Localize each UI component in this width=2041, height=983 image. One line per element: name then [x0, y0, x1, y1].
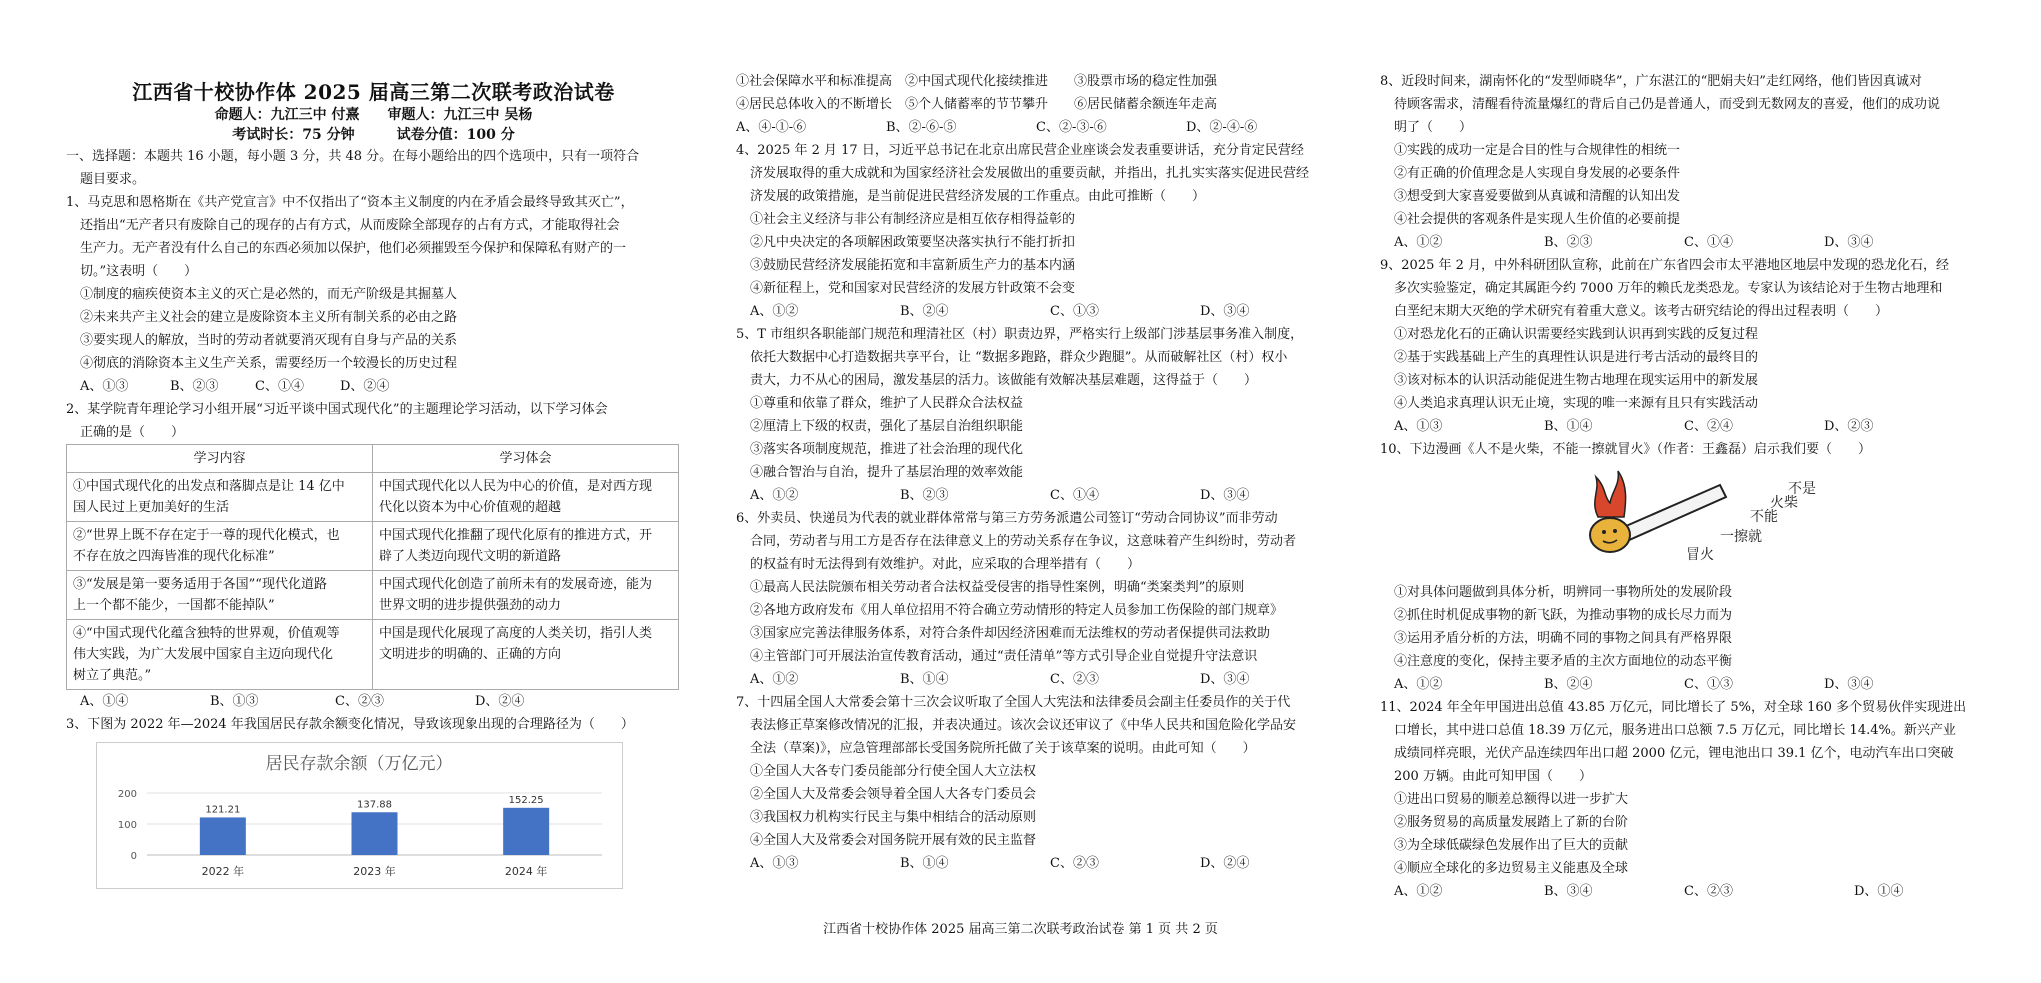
- choice-a: A、①②: [1394, 235, 1443, 250]
- cartoon-text: 火柴: [1770, 495, 1798, 511]
- answer-choices: [66, 690, 681, 713]
- option-item: ①对具体问题做到具体分析，明辨同一事物所处的发展阶段: [1394, 585, 1733, 600]
- choice-a: A、①②: [750, 304, 799, 319]
- choice-b: B、②④: [900, 304, 949, 319]
- option-item: ④居民总体收入的不断增长 ⑤个人储蓄率的节节攀升 ⑥居民储蓄余额连年走高: [736, 97, 1218, 112]
- data-label: 137.88: [357, 799, 392, 811]
- option-item: ②有正确的价值理念是人实现自身发展的必要条件: [1394, 166, 1681, 181]
- option-item: ③想受到大家喜爱要做到从真诚和清醒的认知出发: [1394, 189, 1681, 204]
- choice-a: A、①②: [750, 488, 799, 503]
- option-item: ③为全球低碳绿色发展作出了巨大的贡献: [1394, 838, 1629, 853]
- column-left: [66, 0, 681, 889]
- cartoon-text: 不能: [1750, 509, 1778, 525]
- option-item: ③鼓励民营经济发展能拓宽和丰富新质生产力的基本内涵: [750, 258, 1076, 273]
- option-item: ④融合智治与自治，提升了基层治理的效率效能: [750, 465, 1024, 480]
- choice-c: C、①③: [1684, 677, 1733, 692]
- choice-c: C、②③: [335, 694, 384, 709]
- choice-b: B、②④: [1544, 677, 1593, 692]
- option-item: ④彻底的消除资本主义生产关系，需要经历一个较漫长的历史过程: [80, 356, 458, 371]
- option-item: ③国家应完善法律服务体系，对符合条件却因经济困难而无法维权的劳动者保提供司法救助: [750, 626, 1271, 641]
- answer-choices: [736, 668, 1332, 691]
- option-item: ③运用矛盾分析的方法，明确不同的事物之间具有严格界限: [1394, 631, 1733, 646]
- bar: [352, 812, 398, 855]
- choice-c: C、①④: [1684, 235, 1733, 250]
- answer-choices: [736, 300, 1332, 323]
- option-item: ①实践的成功一定是合目的性与合规律性的相统一: [1394, 143, 1681, 158]
- answer-choices: [1380, 415, 1980, 438]
- choice-b: B、①④: [900, 672, 949, 687]
- choice-c: C、①③: [1050, 304, 1099, 319]
- choice-c: C、②③: [1050, 672, 1099, 687]
- option-item: ③要实现人的解放，当时的劳动者就要消灭现有自身与产品的关系: [80, 333, 458, 348]
- option-item: ③该对标本的认识活动能促进生物古地理在现实运用中的新发展: [1394, 373, 1759, 388]
- table-row: ④“中国式现代化蕴含独特的世界观，价值观等 伟大实践，为广大发展中国家自主迈向现代化 树立了典范。” 中国是现代化展现了高度的人类关切，指引人类 文明进步的明确的、正确的方向: [67, 620, 679, 690]
- choice-c: C、②③: [1050, 856, 1099, 871]
- question-6: 6、外卖员、快递员为代表的就业群体常常与第三方劳务派遣公司签订“劳动合同协议”而非劳动 合同，劳动者与用工方是否存在法律意义上的劳动关系存在争议，这意味着产生纠纷时，劳动者 的权益有时无法得到有效维护。对此，应采取的合理举措有（ ） ①最高人民法院颁布相关劳动者合法权益受侵害的指导性案例，明确“类案类判”的原则 ②各地方政府发布《用人单位招用不符合确立劳动情形的特定人员参加工伤保险的部门规章》 ③国家应完善法律服务体系，对符合条件却因经济困难而无法维权的劳动者保提供司法救助 ④主管部门可开展法治宣传教育活动，通过“责任清单”等方式引导企业自觉提升守法意识 A、①② B、①④ C、②③ D、③④: [736, 507, 1332, 691]
- choice-c: C、①④: [255, 379, 304, 394]
- match-cartoon-icon: [1570, 463, 1816, 578]
- option-item: ①社会保障水平和标准提高 ②中国式现代化接续推进 ③股票市场的稳定性加强: [736, 74, 1218, 89]
- option-item: ①对恐龙化石的正确认识需要经实践到认识再到实践的反复过程: [1394, 327, 1759, 342]
- question-3-items: [736, 70, 1332, 139]
- question-11: 11、2024 年全年甲国进出总值 43.85 万亿元，同比增长了 5%，对全球 160 多个贸易伙伴实现进出 口增长，其中进口总值 18.39 万亿元，服务进出口总额 7.5 万亿元，同比增长 14.4%。新兴产业 成绩同样亮眼，光伏产品连续四年出口超 2000 亿元，锂电池出口 39.1 亿个，电动汽车出口突破 200 万辆。由此可知甲国（ ） ①进出口贸易的顺差总额得以进一步扩大 ②服务贸易的高质量发展踏上了新的台阶 ③为全球低碳绿色发展作出了巨大的贡献 ④顺应全球化的多边贸易主义能惠及全球 A、①② B、③④ C、②③ D、①④: [1380, 696, 1980, 903]
- cartoon-text: 一擦就: [1720, 529, 1762, 545]
- table-header: 学习内容: [67, 445, 373, 473]
- choice-d: D、③④: [1200, 672, 1250, 687]
- option-item: ④全国人大及常委会对国务院开展有效的民主监督: [750, 833, 1037, 848]
- table-row: ②“世界上既不存在定于一尊的现代化模式，也 不存在放之四海皆准的现代化标准” 中国式现代化推翻了现代化原有的推进方式，开 辟了人类迈向现代文明的新道路: [67, 522, 679, 571]
- option-item: ①制度的痼疾使资本主义的灭亡是必然的，而无产阶级是其掘墓人: [80, 287, 458, 302]
- cartoon-text: 冒火: [1686, 547, 1714, 563]
- option-item: ③我国权力机构实行民主与集中相结合的活动原则: [750, 810, 1037, 825]
- choice-d: D、②④: [1200, 856, 1250, 871]
- page-footer: 江西省十校协作体 2025 届高三第二次联考政治试卷 第 1 页 共 2 页: [823, 922, 1218, 937]
- choice-b: B、②③: [1544, 235, 1593, 250]
- choice-b: B、③④: [1544, 884, 1593, 899]
- choice-d: D、③④: [1824, 677, 1874, 692]
- section-intro: 一、选择题：本题共 16 小题，每小题 3 分，共 48 分。在每小题给出的四个选项中，只有一项符合 题目要求。: [66, 149, 640, 187]
- option-item: ②抓住时机促成事物的新飞跃，为推动事物的成长尽力而为: [1394, 608, 1733, 623]
- choice-d: D、②-④-⑥: [1186, 120, 1258, 135]
- answer-choices: [1380, 673, 1980, 696]
- question-5: 5、T 市组织各职能部门规范和理清社区（村）职责边界，严格实行上级部门涉基层事务准入制度， 依托大数据中心打造数据共享平台，让 “数据多跑路，群众少跑腿”。从而破解社区（村）权小 责大，力不从心的困局，激发基层的活力。该做能有效解决基层难题，这得益于（ ） ①尊重和依靠了群众，维护了人民群众合法权益 ②厘清上下级的权责，强化了基层自治组织职能 ③落实各项制度规范，推进了社会治理的现代化 ④融合智治与自治，提升了基层治理的效率效能 A、①② B、②③ C、①④ D、③④: [736, 323, 1332, 507]
- option-item: ②厘清上下级的权责，强化了基层自治组织职能: [750, 419, 1024, 434]
- cartoon-area: [1380, 461, 1980, 581]
- exam-title: 江西省十校协作体 2025 届高三第二次联考政治试卷: [132, 80, 615, 104]
- choice-c: C、②-③-⑥: [1036, 120, 1107, 135]
- choice-a: A、①③: [80, 379, 129, 394]
- choice-b: B、②③: [170, 379, 219, 394]
- choice-a: A、①②: [1394, 677, 1443, 692]
- choice-d: D、②④: [340, 379, 390, 394]
- data-label: 152.25: [508, 794, 544, 806]
- choice-d: D、①④: [1854, 884, 1904, 899]
- choice-b: B、①④: [1544, 419, 1593, 434]
- choice-a: A、①③: [1394, 419, 1443, 434]
- question-3: 3、下图为 2022 年—2024 年我国居民存款余额变化情况，导致该现象出现的合理路径为（ ） 居民存款余额（万亿元） 200 100 0 121.21 2022 年 137.88 2023 年 152.25 2024 年: [66, 713, 681, 889]
- choice-a: A、④-①-⑥: [736, 120, 807, 135]
- y-tick-label: 0: [130, 851, 137, 862]
- choice-a: A、①②: [1394, 884, 1443, 899]
- option-item: ②服务贸易的高质量发展踏上了新的台阶: [1394, 815, 1629, 830]
- x-tick-label: 2024 年: [504, 865, 548, 878]
- answer-choices: [1380, 880, 1980, 903]
- option-item: ④新征程上，党和国家对民营经济的发展方针政策不会变: [750, 281, 1076, 296]
- answer-choices: [736, 484, 1332, 507]
- bar: [503, 808, 549, 855]
- choice-d: D、③④: [1200, 488, 1250, 503]
- choice-c: C、②④: [1684, 419, 1733, 434]
- choice-d: D、③④: [1824, 235, 1874, 250]
- option-item: ④社会提供的客观条件是实现人生价值的必要前提: [1394, 212, 1681, 227]
- option-item: ②各地方政府发布《用人单位招用不符合确立劳动情形的特定人员参加工伤保险的部门规章》: [750, 603, 1284, 618]
- option-item: ②全国人大及常委会领导着全国人大各专门委员会: [750, 787, 1037, 802]
- option-item: ④注意度的变化，保持主要矛盾的主次方面地位的动态平衡: [1394, 654, 1733, 669]
- choice-c: C、②③: [1684, 884, 1733, 899]
- question-4: 4、2025 年 2 月 17 日，习近平总书记在北京出席民营企业座谈会发表重要讲话，充分肯定民营经 济发展取得的重大成就和为国家经济社会发展做出的重要贡献，并指出，扎扎实实落实促进民营经 济发展的政策措施，是当前促进民营经济发展的工作重点。由此可推断（ ） ①社会主义经济与非公有制经济应是相互依存相得益彰的 ②凡中央决定的各项解困政策要坚决落实执行不能打折扣 ③鼓励民营经济发展能拓宽和丰富新质生产力的基本内涵 ④新征程上，党和国家对民营经济的发展方针政策不会变 A、①② B、②④ C、①③ D、③④: [736, 139, 1332, 323]
- option-item: ①全国人大各专门委员能部分行使全国人大立法权: [750, 764, 1037, 779]
- question-8: 8、近段时间来，湖南怀化的“发型师晓华”，广东湛江的“肥娟夫妇”走红网络，他们皆因真诚对 待顾客需求，清醒看待流量爆红的背后自己仍是普通人，而受到无数网友的喜爱，他们的成功说 明了（ ） ①实践的成功一定是合目的性与合规律性的相统一 ②有正确的价值理念是人实现自身发展的必要条件 ③想受到大家喜爱要做到从真诚和清醒的认知出发 ④社会提供的客观条件是实现人生价值的必要前提 A、①② B、②③ C、①④ D、③④: [1380, 70, 1980, 254]
- exam-authors: 命题人：九江三中 付熹 审题人：九江三中 吴杨: [214, 107, 533, 123]
- answer-choices: [736, 116, 1332, 139]
- choice-b: B、②-⑥-⑤: [886, 120, 957, 135]
- question-2: 2、某学院青年理论学习小组开展“习近平谈中国式现代化”的主题理论学习活动，以下学习体会 正确的是（ ） 学习内容 学习体会 ①中国式现代化的出发点和落脚点是让 14 亿中 国人民过上更加美好的生活 中国式现代化以人民为中心的价值，是对西方现 代化以资本为中心价值观的超越 ②“世界上既不存在定于一尊的现代化模式，也 不存在放之四海皆准的现代化标准” 中国式现代化推翻了现代化原有的推进方式，开 辟了人类迈向现代文明的新道路 ③“发展是第一要务适用于各国”“现代化道路 上一个都不能少，一国都不能掉队” 中国式现代化创造了前所未有的发展奇迹，能为 世界文明的进步提供强劲的动力 ④“中国式现代化蕴含独特的世界观，价值观等 伟大实践，为广大发展中国家自主迈向现代化 树立了典范。” 中国是现代化展现了高度的人类关切，指引人类 文明进步的明确的、正确的方向 A、①④ B、①③ C、②③ D、②④: [66, 398, 681, 713]
- bar-chart: [97, 743, 622, 888]
- option-item: ②未来共产主义社会的建立是废除资本主义所有制关系的必由之路: [80, 310, 458, 325]
- option-item: ①社会主义经济与非公有制经济应是相互依存相得益彰的: [750, 212, 1076, 227]
- question-7: 7、十四届全国人大常委会第十三次会议听取了全国人大宪法和法律委员会副主任委员作的关于代 表法修正草案修改情况的汇报，并表决通过。该次会议还审议了《中华人民共和国危险化学品安 全法（草案)》，应急管理部部长受国务院所托做了关于该草案的说明。由此可知（ ） ①全国人大各专门委员能部分行使全国人大立法权 ②全国人大及常委会领导着全国人大各专门委员会 ③我国权力机构实行民主与集中相结合的活动原则 ④全国人大及常委会对国务院开展有效的民主监督 A、①③ B、①④ C、②③ D、②④: [736, 691, 1332, 875]
- choice-b: B、①④: [900, 856, 949, 871]
- option-item: ④主管部门可开展法治宣传教育活动，通过“责任清单”等方式引导企业自觉提升守法意识: [750, 649, 1258, 664]
- choice-d: D、②④: [475, 694, 525, 709]
- answer-choices: [1380, 231, 1980, 254]
- choice-b: B、②③: [900, 488, 949, 503]
- savings-chart: [96, 742, 623, 889]
- choice-b: B、①③: [210, 694, 259, 709]
- bar: [200, 817, 246, 855]
- option-item: ①尊重和依靠了群众，维护了人民群众合法权益: [750, 396, 1024, 411]
- choice-a: A、①③: [750, 856, 799, 871]
- table-header: 学习体会: [373, 445, 679, 473]
- choice-d: D、③④: [1200, 304, 1250, 319]
- option-item: ②基于实践基础上产生的真理性认识是进行考古活动的最终目的: [1394, 350, 1759, 365]
- choice-c: C、①④: [1050, 488, 1099, 503]
- option-item: ③落实各项制度规范，推进了社会治理的现代化: [750, 442, 1024, 457]
- question-1: 1、马克思和恩格斯在《共产党宣言》中不仅指出了“资本主义制度的内在矛盾会最终导致其灭亡”， 还指出“无产者只有废除自己的现存的占有方式，从而废除全部现存的占有方式，才能取得社会 生产力。无产者没有什么自己的东西必须加以保护，他们必须摧毁至今保护和保障私有财产的一 切。”这表明（ ） ①制度的痼疾使资本主义的灭亡是必然的，而无产阶级是其掘墓人 ②未来共产主义社会的建立是废除资本主义所有制关系的必由之路 ③要实现人的解放，当时的劳动者就要消灭现有自身与产品的关系 ④彻底的消除资本主义生产关系，需要经历一个较漫长的历史过程 A、①③ B、②③ C、①④ D、②④: [66, 191, 681, 398]
- y-tick-label: 200: [117, 789, 137, 800]
- study-table: [66, 444, 679, 690]
- question-9: 9、2025 年 2 月，中外科研团队宣称，此前在广东省四会市太平港地区地层中发现的恐龙化石，经 多次实验鉴定，确定其属距今约 7000 万年的赖氏龙类恐龙。专家认为该结论对于生物古地理和 白垩纪末期大灭绝的学术研究有着重大意义。该考古研究结论的得出过程表明（ ） ①对恐龙化石的正确认识需要经实践到认识再到实践的反复过程 ②基于实践基础上产生的真理性认识是进行考古活动的最终目的 ③该对标本的认识活动能促进生物古地理在现实运用中的新发展 ④人类追求真理认识无止境，实现的唯一来源有且只有实践活动 A、①③ B、①④ C、②④ D、②③: [1380, 254, 1980, 438]
- choice-a: A、①②: [750, 672, 799, 687]
- table-row: ③“发展是第一要务适用于各国”“现代化道路 上一个都不能少，一国都不能掉队” 中国式现代化创造了前所未有的发展奇迹，能为 世界文明的进步提供强劲的动力: [67, 571, 679, 620]
- question-10: 10、下边漫画《人不是火柴，不能一擦就冒火》（作者：王鑫磊）启示我们要（ ） 不是 火柴 不能 一擦就 冒火 ①对具体问题做到具体分析，明辨同一事物所处的发展阶段 ②抓住时机促成事物的新飞跃，为推动事物的成长尽力而为 ③运用矛盾分析的方法，明确不同的事物之间具有严格界限 ④注意度的变化，保持主要矛盾的主次方面地位的动态平衡 A、①② B、②④ C、①③ D、③④: [1380, 438, 1980, 696]
- choice-d: D、②③: [1824, 419, 1874, 434]
- answer-choices: [736, 852, 1332, 875]
- column-right: [1380, 70, 1980, 903]
- cartoon-text: 不是: [1788, 481, 1816, 497]
- x-tick-label: 2022 年: [201, 865, 245, 878]
- option-item: ①最高人民法院颁布相关劳动者合法权益受侵害的指导性案例，明确“类案类判”的原则: [750, 580, 1245, 595]
- exam-duration-score: 考试时长：75 分钟 试卷分值：100 分: [232, 127, 515, 143]
- choice-a: A、①④: [80, 694, 129, 709]
- table-row: ①中国式现代化的出发点和落脚点是让 14 亿中 国人民过上更加美好的生活 中国式现代化以人民为中心的价值，是对西方现 代化以资本为中心价值观的超越: [67, 473, 679, 522]
- option-item: ④人类追求真理认识无止境，实现的唯一来源有且只有实践活动: [1394, 396, 1759, 411]
- answer-choices: [66, 375, 681, 398]
- column-middle: [736, 70, 1332, 875]
- x-tick-label: 2023 年: [353, 865, 396, 878]
- option-item: ④顺应全球化的多边贸易主义能惠及全球: [1394, 861, 1629, 876]
- data-label: 121.21: [205, 804, 241, 816]
- chart-title: 居民存款余额（万亿元）: [265, 754, 453, 774]
- option-item: ①进出口贸易的顺差总额得以进一步扩大: [1394, 792, 1629, 807]
- option-item: ②凡中央决定的各项解困政策要坚决落实执行不能打折扣: [750, 235, 1076, 250]
- y-tick-label: 100: [117, 820, 137, 831]
